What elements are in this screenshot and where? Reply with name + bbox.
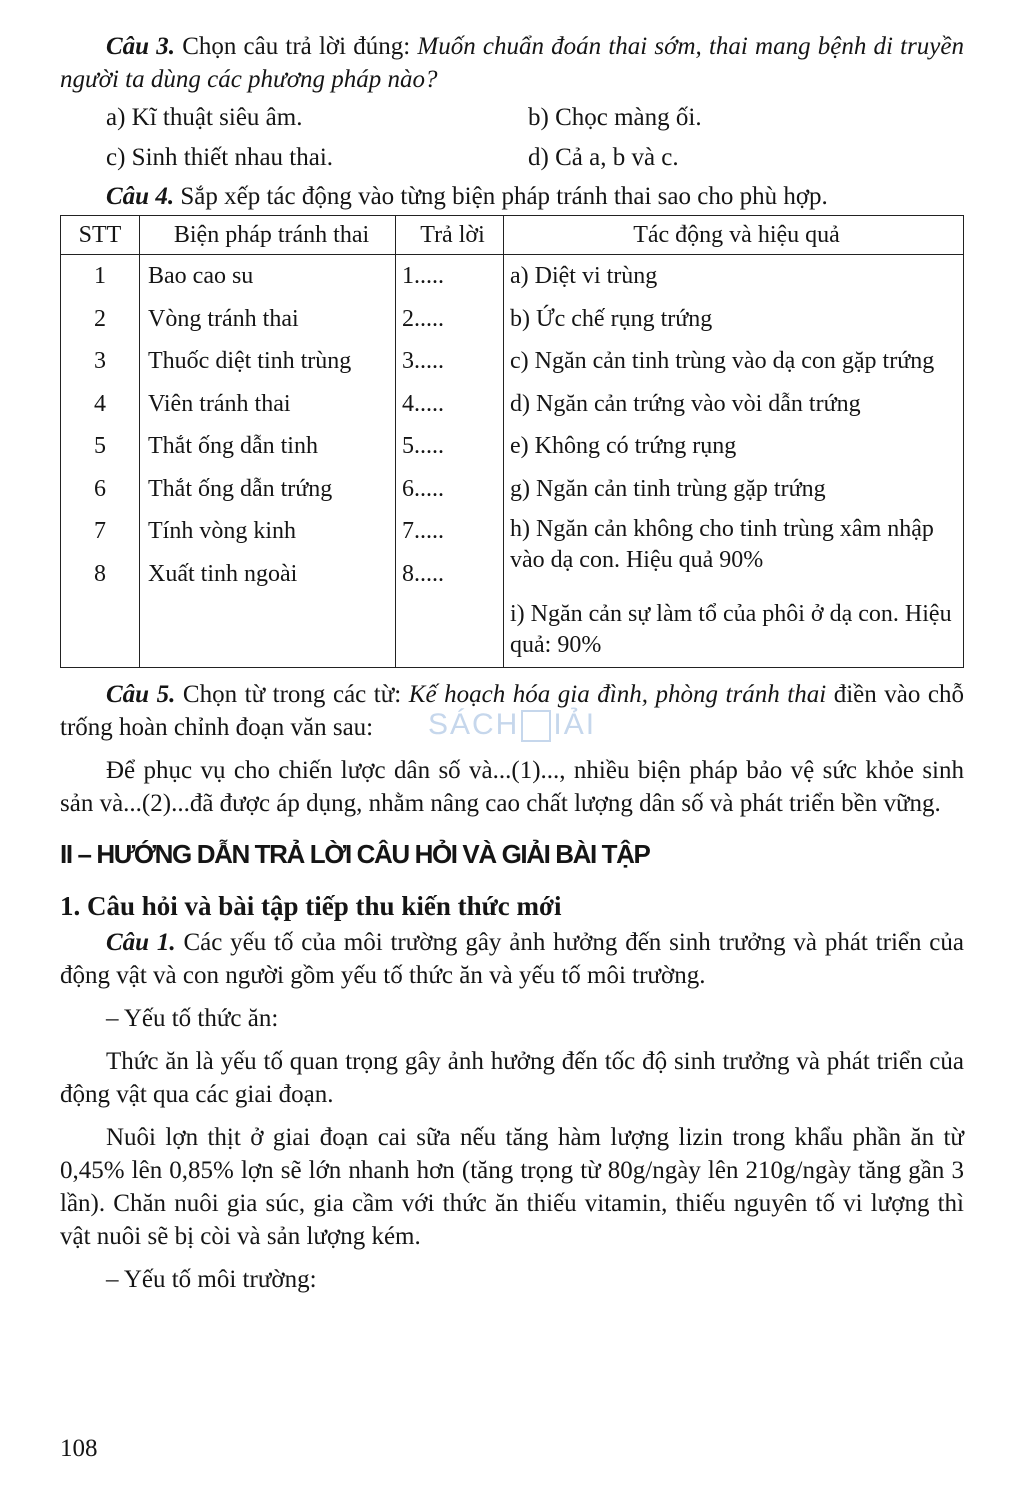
row-answer: 1..... bbox=[396, 255, 504, 298]
table-row bbox=[61, 425, 964, 468]
table-row bbox=[61, 383, 964, 426]
answer-1-text: Các yếu tố của môi trường gây ảnh hưởng đến sinh trưởng và phát triển của động vật và con người gồm yếu tố thức ăn và yếu tố môi trường. bbox=[60, 929, 964, 989]
question-5 bbox=[60, 678, 964, 744]
page-number: 108 bbox=[60, 1435, 98, 1462]
question-3 bbox=[60, 30, 964, 96]
question-5-label: Câu 5. bbox=[106, 681, 176, 708]
table-row bbox=[61, 468, 964, 511]
header-stt: STT bbox=[61, 216, 140, 255]
watermark-text-left: SÁCH bbox=[428, 708, 520, 741]
row-method: Xuất tinh ngoài bbox=[140, 553, 396, 596]
question-4 bbox=[60, 180, 964, 213]
row-effect: b) Ức chế rụng trứng bbox=[504, 298, 964, 341]
table-row bbox=[61, 510, 964, 553]
question-5-text-before: Chọn từ trong các từ: bbox=[175, 681, 409, 708]
table-header-row bbox=[61, 216, 964, 255]
row-answer: 2..... bbox=[396, 298, 504, 341]
environment-factor-heading: – Yếu tố môi trường: bbox=[106, 1266, 317, 1293]
section-2-1-heading: 1. Câu hỏi và bài tập tiếp thu kiến thức mới bbox=[60, 891, 562, 921]
row-stt: 5 bbox=[61, 425, 140, 468]
header-method: Biện pháp tránh thai bbox=[140, 216, 396, 255]
food-factor-heading: – Yếu tố thức ăn: bbox=[106, 1005, 279, 1032]
row-method: Viên tránh thai bbox=[140, 383, 396, 426]
header-answer: Trả lời bbox=[396, 216, 504, 255]
question-4-text: Sắp xếp tác động vào từng biện pháp tránh thai sao cho phù hợp. bbox=[174, 183, 828, 210]
question-3-options bbox=[60, 100, 964, 180]
row-answer: 6..... bbox=[396, 468, 504, 511]
row-answer bbox=[396, 595, 504, 668]
option-b: b) Chọc màng ối. bbox=[528, 104, 702, 131]
row-stt: 7 bbox=[61, 510, 140, 553]
row-effect: i) Ngăn cản sự làm tổ của phôi ở dạ con. Hiệu quả: 90% bbox=[504, 595, 964, 668]
question-5-passage: Để phục vụ cho chiến lược dân số và...(1)..., nhiều biện pháp bảo vệ sức khỏe sinh sản và...(2)...đã được áp dụng, nhằm nâng cao chất lượng dân số và phát triển bền vững. bbox=[60, 757, 964, 817]
table-row bbox=[61, 298, 964, 341]
row-method: Vòng tránh thai bbox=[140, 298, 396, 341]
question-5-text-after: điền vào chỗ trống hoàn chỉnh đoạn văn sau: bbox=[60, 681, 965, 741]
row-stt: 4 bbox=[61, 383, 140, 426]
row-effect: c) Ngăn cản tinh trùng vào dạ con gặp trứng bbox=[504, 340, 964, 383]
question-3-prompt: Muốn chuẩn đoán thai sớm, thai mang bệnh di truyền người ta dùng các phương pháp nào? bbox=[60, 33, 965, 93]
row-answer: 7..... bbox=[396, 510, 504, 553]
option-d: d) Cả a, b và c. bbox=[528, 144, 679, 171]
row-stt: 1 bbox=[61, 255, 140, 298]
header-effect: Tác động và hiệu quả bbox=[504, 216, 964, 255]
watermark-text-right: IẢI bbox=[553, 708, 597, 741]
question-3-text: Chọn câu trả lời đúng: bbox=[175, 33, 418, 60]
question-4-label: Câu 4. bbox=[106, 183, 175, 210]
row-effect: g) Ngăn cản tinh trùng gặp trứng bbox=[504, 468, 964, 511]
option-c: c) Sinh thiết nhau thai. bbox=[106, 144, 334, 171]
food-paragraph-1: Thức ăn là yếu tố quan trọng gây ảnh hưởng đến tốc độ sinh trưởng và phát triển của động vật qua các giai đoạn. bbox=[60, 1048, 964, 1108]
answer-1-label: Câu 1. bbox=[106, 929, 176, 956]
question-5-terms: Kế hoạch hóa gia đình, phòng tránh thai bbox=[408, 681, 827, 708]
row-stt: 6 bbox=[61, 468, 140, 511]
row-stt: 3 bbox=[61, 340, 140, 383]
row-method: Thuốc diệt tinh trùng bbox=[140, 340, 396, 383]
table-row bbox=[61, 340, 964, 383]
page-content bbox=[60, 30, 964, 1296]
row-method: Thắt ống dẫn trứng bbox=[140, 468, 396, 511]
row-answer: 5..... bbox=[396, 425, 504, 468]
row-effect: a) Diệt vi trùng bbox=[504, 255, 964, 298]
row-answer: 4..... bbox=[396, 383, 504, 426]
table-row bbox=[61, 595, 964, 668]
row-method: Thắt ống dẫn tinh bbox=[140, 425, 396, 468]
row-effect: d) Ngăn cản trứng vào vòi dẫn trứng bbox=[504, 383, 964, 426]
question-3-label: Câu 3. bbox=[106, 33, 176, 60]
section-2-heading: II – HƯỚNG DẪN TRẢ LỜI CÂU HỎI VÀ GIẢI BÀI TẬP bbox=[60, 839, 650, 869]
row-answer: 8..... bbox=[396, 553, 504, 596]
answer-1 bbox=[60, 926, 964, 992]
row-effect: h) Ngăn cản không cho tinh trùng xâm nhập vào dạ con. Hiệu quả 90% bbox=[504, 510, 964, 595]
option-a: a) Kĩ thuật siêu âm. bbox=[106, 104, 303, 131]
contraception-table bbox=[60, 215, 964, 668]
row-method: Tính vòng kinh bbox=[140, 510, 396, 553]
row-stt: 2 bbox=[61, 298, 140, 341]
food-paragraph-2: Nuôi lợn thịt ở giai đoạn cai sữa nếu tăng hàm lượng lizin trong khẩu phần ăn từ 0,45% lên 0,85% lợn sẽ lớn nhanh hơn (tăng trọng từ 80g/ngày lên 210g/ngày tăng gần 3 lần). Chăn nuôi gia súc, gia cầm với thức ăn thiếu vitamin, thiếu nguyên tố vi lượng thì vật nuôi sẽ bị còi và sản lượng kém. bbox=[60, 1124, 964, 1250]
row-method bbox=[140, 595, 396, 668]
row-effect: e) Không có trứng rụng bbox=[504, 425, 964, 468]
row-answer: 3..... bbox=[396, 340, 504, 383]
row-stt: 8 bbox=[61, 553, 140, 596]
table-row bbox=[61, 255, 964, 298]
row-stt bbox=[61, 595, 140, 668]
row-method: Bao cao su bbox=[140, 255, 396, 298]
